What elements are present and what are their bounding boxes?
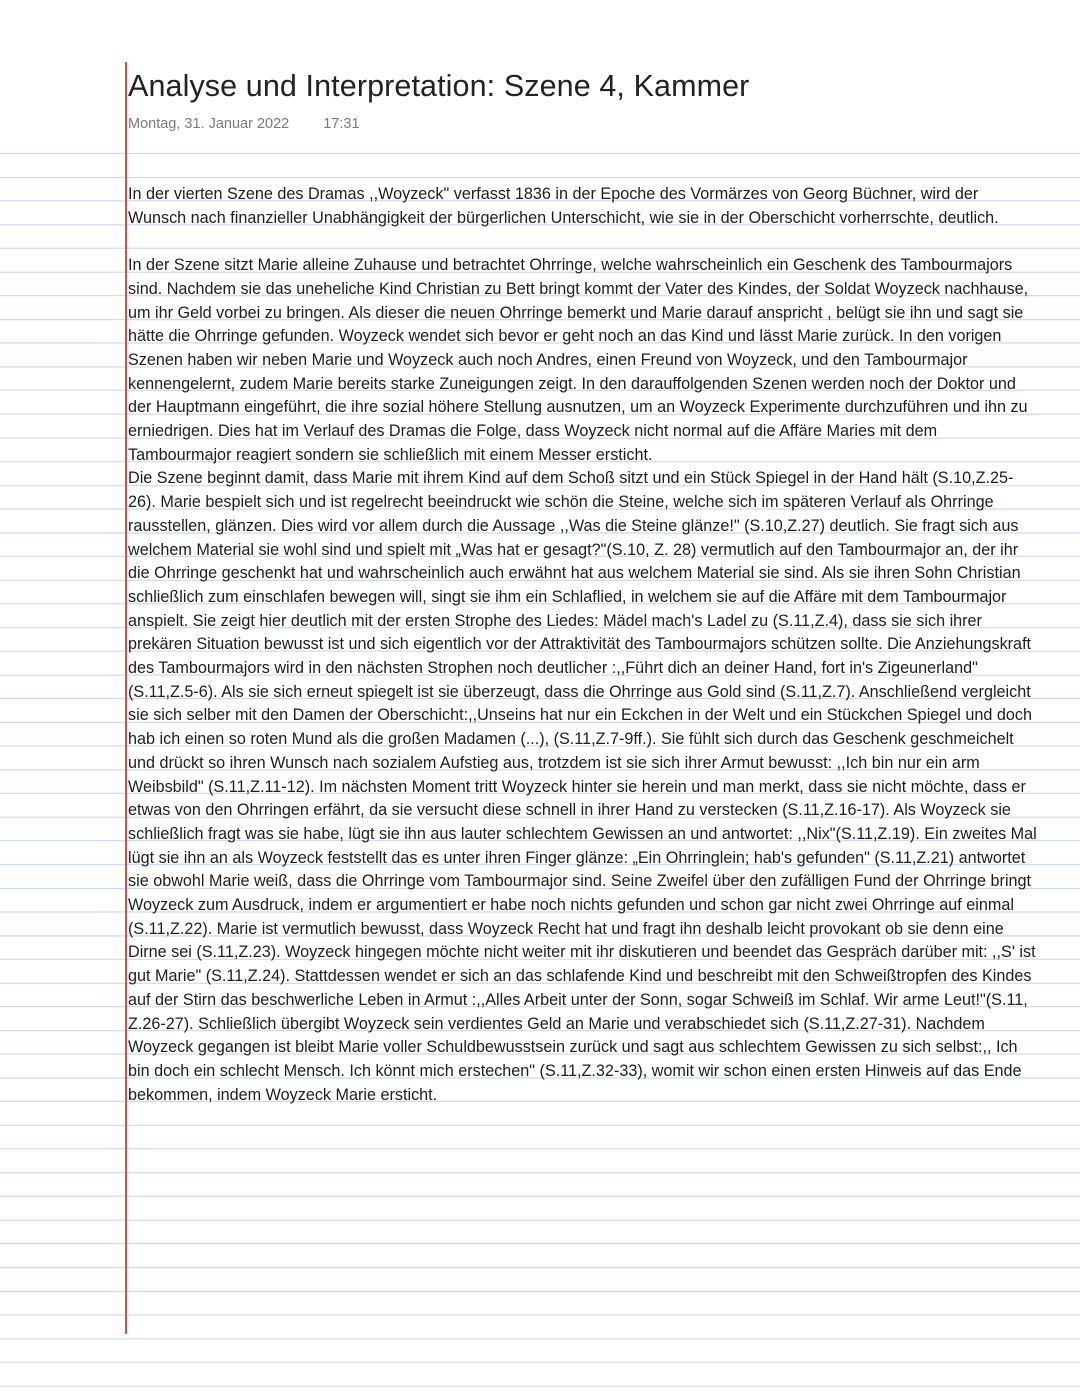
paragraph-summary: In der Szene sitzt Marie alleine Zuhause und betrachtet Ohrringe, welche wahrscheinlich ein Geschenk des Tambourmajors sind. Nachdem sie das uneheliche Kind Christian zu Bett bringt kommt der Vater des Kindes, der Soldat Woyzeck nachhause, um ihr Geld vorbei zu bringen. Als dieser die neuen Ohrringe bemerkt und Marie darauf anspricht , belügt sie ihn und sagt sie hätte die Ohrringe gefunden. Woyzeck wendet sich bevor er geht noch an das Kind und lässt Marie zurück. In den vorigen Szenen haben wir neben Marie und Woyzeck auch noch Andres, einen Freund von Woyzeck, und den Tambourmajor kennengelernt, zudem Marie bereits starke Zuneigungen zeigt. In den darauffolgenden Szenen werden noch der Doktor und der Hauptmann eingeführt, die ihre sozial höhere Stellung ausnutzen, um an Woyzeck Experimente durchzuführen und ihn zu erniedrigen. Dies hat im Verlauf des Dramas die Folge, dass Woyzeck nicht normal auf die Affäre Maries mit dem Tambourmajor reagiert sondern sie schließlich mit einem Messer ersticht. xyxy=(128,256,1029,464)
paragraph-gap xyxy=(128,230,1040,254)
page-title: Analyse und Interpretation: Szene 4, Kammer xyxy=(128,69,750,103)
paragraph-analysis: Die Szene beginnt damit, dass Marie mit ihrem Kind auf dem Schoß sitzt und ein Stück Spiegel in der Hand hält (S.10,Z.25-26). Marie bespielt sich und ist regelrecht beeindruckt wie schön die Steine, welche sich im späteren Verlauf als Ohrringe rausstellen, glänzen. Dies wird vor allem durch die Aussage ,,Was die Steine glänze!" (S.10,Z.27) deutlich. Sie fragt sich aus welchem Material sie wohl sind und spielt mit „Was hat er gesagt?"(S.10, Z. 28) vermutlich auf den Tambourmajor an, der ihr die Ohrringe geschenkt hat und wahrscheinlich auch erwähnt hat aus welchem Material sie sind. Als sie ihren Sohn Christian schließlich zum einschlafen bewegen will, singt sie ihm ein Schlaflied, in welchem sie auf die Affäre mit dem Tambourmajor anspielt. Sie zeigt hier deutlich mit der ersten Strophe des Liedes: Mädel mach's Ladel zu (S.11,Z.4), dass sie sich ihrer prekären Situation bewusst ist und sich eigentlich vor der Attraktivität des Tambourmajors schützen sollte. Die Anziehungskraft des Tambourmajors wird in den nächsten Strophen noch deutlicher :,,Führt dich an deiner Hand, fort in's Zigeunerland"(S.11,Z.5-6). Als sie sich erneut spiegelt ist sie überzeugt, dass die Ohrringe aus Gold sind (S.11,Z.7). Anschließend vergleicht sie sich selber mit den Damen der Oberschicht:,,Unseins hat nur ein Eckchen in der Welt und ein Stückchen Spiegel und doch hab ich einen so roten Mund als die großen Madamen (...), (S.11,Z.7-9ff.). Sie fühlt sich durch das Geschenk geschmeichelt und drückt so ihren Wunsch nach sozialem Aufstieg aus, trotzdem ist sie sich ihrer Armut bewusst: ,,Ich bin nur ein arm Weibsbild" (S.11,Z.11-12). Im nächsten Moment tritt Woyzeck hinter sie herein und man merkt, dass sie nicht möchte, dass er etwas von den Ohrringen erfährt, da sie versucht diese schnell in ihrer Hand zu verstecken (S.11,Z.16-17). Als Woyzeck sie schließlich fragt was sie habe, lügt sie ihn aus lauter schlechtem Gewissen an und antwortet: ,,Nix"(S.11,Z.19). Ein zweites Mal lügt sie ihn an als Woyzeck feststellt das es unter ihren Finger glänze: „Ein Ohrringlein; hab's gefunden" (S.11,Z.21) antwortet sie obwohl Marie weiß, dass die Ohrringe vom Tambourmajor sind. Seine Zweifel über den zufälligen Fund der Ohrringe bringt Woyzeck zum Ausdruck, indem er argumentiert er habe noch nichts gefunden und schon gar nicht zwei Ohrringe auf einmal (S.11,Z.22). Marie ist vermutlich bewusst, dass Woyzeck Recht hat und fragt ihn deshalb leicht provokant ob sie denn eine Dirne sei (S.11,Z.23). Woyzeck hingegen möchte nicht weiter mit ihr diskutieren und beendet das Gespräch darüber mit: ,,S' ist gut Marie" (S.11,Z.24). Stattdessen wendet er sich an das schlafende Kind und beschreibt mit den Schweißtropfen des Kindes auf der Stirn das beschwerliche Leben in Armut :,,Alles Arbeit unter der Sonn, sogar Schweiß im Schlaf. Wir arme Leut!"(S.11, Z.26-27). Schließlich übergibt Woyzeck sein verdientes Geld an Marie und verabschiedet sich (S.11,Z.27-31). Nachdem Woyzeck gegangen ist bleibt Marie voller Schuldbewusstsein zurück und sagt aus schlechtem Gewissen zu sich selbst:,, Ich bin doch ein schlecht Mensch. Ich könnt mich erstechen" (S.11,Z.32-33), womit wir schon einen ersten Hinweis auf das Ende bekommen, indem Woyzeck Marie ersticht. xyxy=(128,469,1037,1104)
page-time: 17:31 xyxy=(323,116,360,132)
page-date: Montag, 31. Januar 2022 xyxy=(128,116,290,132)
note-body xyxy=(128,183,1040,1107)
margin-line xyxy=(125,62,127,1334)
paragraph-intro: In der vierten Szene des Dramas ,,Woyzeck" verfasst 1836 in der Epoche des Vormärzes von Georg Büchner, wird der Wunsch nach finanzieller Unabhängigkeit der bürgerlichen Unterschicht, wie sie in der Oberschicht vorherrschte, deutlich. xyxy=(128,185,999,227)
page-meta xyxy=(128,114,360,134)
